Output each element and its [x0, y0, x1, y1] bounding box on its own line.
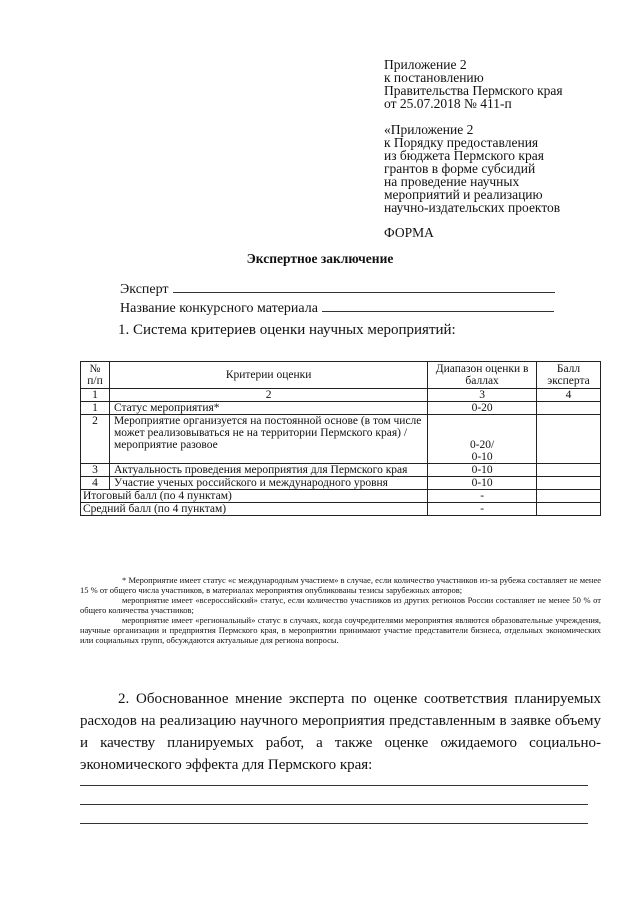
row-range: 0-10 [428, 464, 537, 477]
procedure-line: грантов в форме субсидий [384, 161, 536, 176]
procedure-line: «Приложение 2 [384, 122, 474, 137]
row-num: 4 [81, 477, 110, 490]
total-score-cell[interactable] [537, 490, 601, 503]
answer-line[interactable] [80, 804, 588, 805]
total-label: Итоговый балл (по 4 пунктам) [81, 490, 428, 503]
footnotes [80, 575, 601, 645]
material-label: Название конкурсного материала [120, 301, 318, 316]
total-range: - [428, 490, 537, 503]
row-criteria: Статус мероприятия* [109, 402, 427, 415]
header-num: № п/п [81, 362, 110, 389]
score-cell[interactable] [537, 402, 601, 415]
table-header-row [81, 362, 601, 389]
col-number: 3 [428, 389, 537, 402]
average-score-cell[interactable] [537, 503, 601, 516]
header-range: Диапазон оценки в баллах [428, 362, 537, 389]
table-row [81, 415, 601, 464]
section1-heading: 1. Система критериев оценки научных мероприятий: [118, 322, 456, 338]
table-row [81, 477, 601, 490]
col-number: 1 [81, 389, 110, 402]
form-label: ФОРМА [384, 225, 434, 240]
average-row [81, 503, 601, 516]
footnote-regional: мероприятие имеет «региональный» статус в случаях, когда соучредителями мероприятия являются образовательные учреждения, научные организации и предприятия Пермского края, в мероприятии принимают участие представители бизнеса, отдельных экономических или социальных групп, обсуждаются актуальные для региона вопросы. [80, 615, 601, 645]
header-criteria: Критерии оценки [109, 362, 427, 389]
expert-input-line[interactable] [173, 280, 555, 293]
answer-line[interactable] [80, 823, 588, 824]
material-input-line[interactable] [322, 299, 554, 312]
header-score: Балл эксперта [537, 362, 601, 389]
expert-field [120, 280, 555, 298]
range-permanent: 0-20/ [469, 439, 495, 451]
answer-line[interactable] [80, 785, 588, 786]
appendix-line: к постановлению [384, 70, 484, 85]
procedure-line: научно-издательских проектов [384, 200, 561, 215]
average-range: - [428, 503, 537, 516]
row-num: 2 [81, 415, 110, 464]
row-num: 3 [81, 464, 110, 477]
footnote-national: мероприятие имеет «всероссийский» статус, если количество участников из других регионов России составляет не менее 50 % от общего количества участников; [80, 595, 601, 615]
appendix-line: Приложение 2 [384, 57, 467, 72]
document-title: Экспертное заключение [246, 251, 394, 266]
appendix-header [384, 58, 624, 214]
row-range [428, 415, 537, 464]
procedure-line: мероприятий и реализацию [384, 187, 543, 202]
row-criteria: Мероприятие организуется на постоянной основе (в том числе может реализовываться не на территории Пермского края) / мероприятие разовое [109, 415, 427, 464]
col-number: 4 [537, 389, 601, 402]
section2 [80, 688, 601, 776]
row-num: 1 [81, 402, 110, 415]
row-criteria: Участие ученых российского и международного уровня [109, 477, 427, 490]
score-cell[interactable] [537, 415, 601, 464]
col-number: 2 [109, 389, 427, 402]
column-numbers-row [81, 389, 601, 402]
procedure-line: к Порядку предоставления [384, 135, 539, 150]
material-field [120, 299, 554, 317]
procedure-line: из бюджета Пермского края [384, 148, 544, 163]
average-label: Средний балл (по 4 пунктам) [81, 503, 428, 516]
table-row [81, 402, 601, 415]
expert-label: Эксперт [120, 282, 169, 297]
range-single: 0-10 [471, 451, 493, 463]
row-range: 0-10 [428, 477, 537, 490]
row-range: 0-20 [428, 402, 537, 415]
score-cell[interactable] [537, 464, 601, 477]
appendix-line: Правительства Пермского края [384, 83, 563, 98]
footnote-international: * Мероприятие имеет статус «с международным участием» в случае, если количество участников из-за рубежа составляет не менее 15 % от общего числа участников, в материалах мероприятия опубликованы тезисы зарубежных авторов; [80, 575, 601, 595]
criteria-table [80, 361, 601, 516]
total-row [81, 490, 601, 503]
procedure-line: на проведение научных [384, 174, 520, 189]
score-cell[interactable] [537, 477, 601, 490]
row-criteria: Актуальность проведения мероприятия для Пермского края [109, 464, 427, 477]
table-row [81, 464, 601, 477]
appendix-line: от 25.07.2018 № 411-п [384, 96, 512, 111]
section2-text: 2. Обоснованное мнение эксперта по оценке соответствия планируемых расходов на реализацию научного мероприятия представленным в заявке объему и качеству планируемых работ, а также оценке ожидаемого социально-экономического эффекта для Пермского края: [80, 691, 601, 773]
